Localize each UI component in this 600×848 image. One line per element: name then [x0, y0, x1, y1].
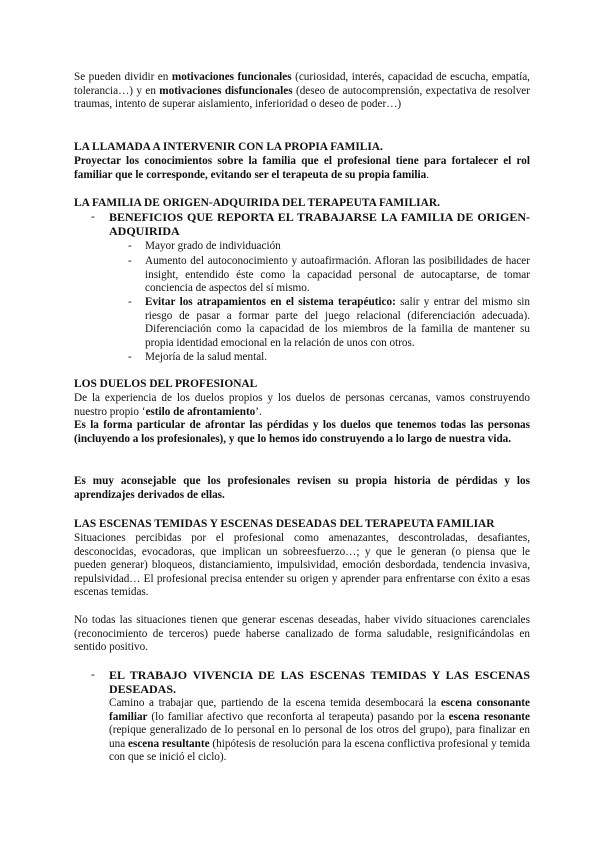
llamada-paragraph: Proyectar los conocimientos sobre la familia que el profesional tiene para fortalecer el rol familiar que le corresponde, evitando ser el terapeuta de su propia familia. — [74, 155, 530, 181]
sub-bullet-dash: - — [128, 296, 132, 308]
bullet-dash: - — [91, 211, 95, 223]
intro-paragraph: Se pueden dividir en motivaciones funcionales (curiosidad, interés, capacidad de escucha, empatía, tolerancia…) y en motivaciones disfuncionales (deseo de autocomprensión, expectativa de resolver traumas, intento de superar aislamiento, inferioridad o deseo de poder…) — [74, 71, 530, 111]
escenas-paragraph-1: Situaciones percibidas por el profesional como amenazantes, descontroladas, desafiantes, desconocidas, evocadoras, que implican un sobreesfuerzo…; y que le generan (o piensa que le pueden generar) bloqueos, distanciamiento, impulsividad, emoción desbordada, tendencia invasiva, repulsividad… El profesional precisa entender su origen y aprender para enfrentarse con éxito a esas escenas temidas. — [74, 532, 530, 599]
section-heading-llamada: LA LLAMADA A INTERVENIR CON LA PROPIA FAMILIA. — [74, 141, 383, 153]
section-heading-duelos: LOS DUELOS DEL PROFESIONAL — [74, 378, 258, 390]
section-heading-escenas: LAS ESCENAS TEMIDAS Y ESCENAS DESEADAS DEL TERAPEUTA FAMILIAR — [74, 518, 495, 530]
sub-bullet-dash: - — [128, 351, 132, 363]
beneficio-item-4: Mejoría de la salud mental. — [145, 351, 268, 363]
trabajo-vivencia-paragraph: Camino a trabajar que, partiendo de la escena temida desembocará la escena consonante familiar (lo familiar afectivo que reconforta al terapeuta) pasando por la escena resonante (repique generalizado de lo personal en lo personal de los otros del grupo), para finalizar en una escena resultante (hipótesis de resolución para la escena conflictiva profesional y temida con que se inició el ciclo). — [109, 697, 530, 764]
beneficio-item-3: Evitar los atrapamientos en el sistema terapéutico: salir y entrar del mismo sin riesgo de pasar a formar parte del juego relacional (diferenciación adecuada). Diferenciación como la capacidad de los miembros de la familia de mantener su propia identidad emocional en la relación de unos con otros. — [145, 296, 530, 349]
bullet-dash: - — [91, 669, 95, 681]
duelos-paragraph-1: De la experiencia de los duelos propios y los duelos de personas cercanas, vamos construyendo nuestro propio ‘estilo de afrontamiento’. — [74, 392, 530, 418]
motivaciones-funcionales-term: motivaciones funcionales — [171, 71, 292, 83]
trabajo-vivencia-heading: EL TRABAJO VIVENCIA DE LAS ESCENAS TEMIDAS Y LAS ESCENAS DESEADAS. — [109, 668, 530, 696]
beneficios-heading: BENEFICIOS QUE REPORTA EL TRABAJARSE LA FAMILIA DE ORIGEN-ADQUIRIDA — [109, 210, 530, 238]
beneficio-item-2: Aumento del autoconocimiento y autoafirmación. Afloran las posibilidades de hacer insight, entendido éste como la capacidad personal de autocaptarse, de tomar conciencia de aspectos del sí mismo. — [145, 255, 530, 295]
escenas-paragraph-2: No todas las situaciones tienen que generar escenas deseadas, haber vivido situaciones carenciales (reconocimiento de terceros) puede haberse canalizado de forma saludable, resignificándolas en sentido positivo. — [74, 614, 530, 654]
duelos-paragraph-2: Es la forma particular de afrontar las pérdidas y los duelos que tenemos todas las personas (incluyendo a los profesionales), y que lo hemos ido construyendo a lo largo de nuestra vida. — [74, 419, 530, 445]
sub-bullet-dash: - — [128, 240, 132, 252]
section-heading-familia-origen: LA FAMILIA DE ORIGEN-ADQUIRIDA DEL TERAPEUTA FAMILIAR. — [74, 197, 440, 209]
duelos-paragraph-3: Es muy aconsejable que los profesionales revisen su propia historia de pérdidas y los aprendizajes derivados de ellas. — [74, 475, 530, 501]
beneficio-item-1: Mayor grado de individuación — [145, 240, 281, 252]
sub-bullet-dash: - — [128, 255, 132, 267]
motivaciones-disfuncionales-term: motivaciones disfuncionales — [159, 84, 293, 97]
